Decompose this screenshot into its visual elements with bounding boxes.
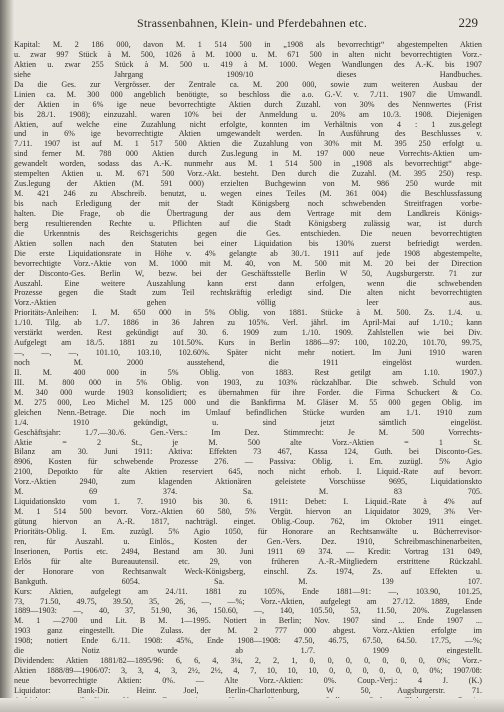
text-line: M. 1 514 500 bevorr. Vorz.-Aktien 60 580, 5% Vergüt. hiervon an Liquidator 3029, 3% Ver- bbox=[14, 507, 482, 517]
text-line: der Honorare von Rechtsanwalt Weck-Königsberg, einschl. Zs. 1974, Zs. auf Effekten u. bbox=[14, 566, 482, 576]
text-line: Geschäftsjahr: 1./7.—30./6. Gen.-Vers.: Im Dez. Stimmrecht: Je M. 500 Vorrechts- bbox=[14, 427, 482, 437]
text-line: Kurs: Aktien, aufgelegt am 24./11. 1881 zu 105%, Ende 1881—91: —, 103.90, 101.25, bbox=[14, 586, 482, 596]
text-line: 7./11. 1907 ist auf M. 1 517 500 Aktien die Zuzahlung von 30% mit M. 395 250 erfolgt u. bbox=[14, 139, 482, 149]
text-line: II. M. 400 000 in 5% Oblig. von 1883. Rest getilgt am 1.10. 1907.) bbox=[14, 367, 482, 377]
text-line: Inserionen, Portis etc. 2494, Bestand am 30. Juni 1911 69 374. — Kredit: Vortrag 131 049, bbox=[14, 546, 482, 556]
text-line: Auszahl. Eine weitere Auszahlung kann erst dann erfolgen, wenn die schwebenden bbox=[14, 278, 482, 288]
text-line: M. 421 246 zu Abschreib. benutzt, u. wegen eines Teiles (M. 361 004) die Beschlussfassung bbox=[14, 189, 482, 199]
text-line: Erlös für alte Bureauutensil. etc. 29, von früheren A.-R.-Mitgliedern erstrittene Rückzahl. bbox=[14, 556, 482, 566]
text-line: 1903 ganz eingestellt. Die Zulass. der M. 2 777 000 abgest. Vorz.-Aktien erfolgte im bbox=[14, 626, 482, 636]
text-line: Prioritäts-Oblig. I. Em. zuzügl. 5% Agio 1050, für Honorare an Rechtsanwälte u. Bücherrevisor- bbox=[14, 526, 482, 536]
page-bottom-edge bbox=[0, 698, 504, 712]
text-line: halten. Die Frage, ob die Übertragung der aus dem Vertrage mit dem Landkreis Königs- bbox=[14, 208, 482, 218]
text-line: Aktien, auf welche eine Zuzahlung nicht erfolgte, konnten im Verhältnis von 4 : 1 zus.gelegt bbox=[14, 119, 482, 129]
text-line: Aktie = 2 St., je M. 500 alte Vorz.-Aktien = 1 St. bbox=[14, 437, 482, 447]
text-line: Die erste Liquidationsrate in Höhe v. 4% gelangte ab 30./1. 1911 auf jede 1908 abgestempelte, bbox=[14, 248, 482, 258]
text-line: u. zwar 997 Stück à M. 500, 1026 à M. 1000 u. M. 671 500 in alten nicht bevorrechtigten Vorz.- bbox=[14, 49, 482, 59]
text-line: Bilanz am 30. Juni 1911: Aktiva: Effekten 73 467, Kassa 124, Guth. bei Disconto-Ges. bbox=[14, 447, 482, 457]
text-line: die Urkenntnis des Reichsgerichts gegen die Ges. entschieden. Die neuen bevorrechtigten bbox=[14, 228, 482, 238]
text-line: 1./10. Tilg. ab 1./7. 1886 in 36 Jahren zu 105%. Verl. jährl. im April-Mai auf 1./10.; kann bbox=[14, 318, 482, 328]
text-line: neue bevorrechtigte Aktien: 0%. — Alte Vorz.-Aktien: 0%. Coup.-Verj.: 4 J. (K.) bbox=[14, 676, 482, 685]
text-line: Vorz.-Aktien 2940, zum klagenden Aktionären geleistete Vorschüsse 9695, Liquidationskto bbox=[14, 477, 482, 487]
text-line: M. 1 —2700 und Lit. B M. 1—1995. Notiert in Berlin; Nov. 1907 sind ... Ende 1907 ... bbox=[14, 616, 482, 626]
text-line: 2100, Depotkto für alte Aktien reserviert 645, noch nicht erhob. I. Liquid.-Rate auf bevorr. bbox=[14, 467, 482, 477]
text-line: bis nach Erledigung der mit der Stadt Königsberg noch schwebenden Streitfragen vorbe- bbox=[14, 199, 482, 208]
text-line: Aktien 1888/89—1906/07: 3, 3, 4, 3, 2½, 2½, 4, 7, 10, 10, 10, 0, 0, 0, 0, 0, 0, 0%; 1907/08: bbox=[14, 666, 482, 676]
text-line: M. 275 000, Leo Michel M. 125 000 und die Bankfirma M. Gläser M. 55 000 gegen Oblig. im bbox=[14, 397, 482, 407]
text-line: berg resultierenden Rechte u. Pflichten auf die Stadt Königsberg zulässig war, ist durch bbox=[14, 218, 482, 228]
text-line: 1./4. 1910 gekündigt, u. sind jetzt sämtlich eingelöst. bbox=[14, 417, 482, 427]
text-line: noch M. 2000 ausstehend, die 1911 eingelöst wurden. bbox=[14, 358, 482, 367]
text-line: Aktien u. zwar 255 Stück à M. 500 u. 419 à M. 1000. Wegen Wandlungen des A.-K. bis 1907 bbox=[14, 59, 482, 69]
text-line: Prioritäts-Anleihen: I. M. 650 000 in 5% Oblig. von 1881. Stücke à M. 500. Zs. 1./4. u. bbox=[14, 308, 482, 318]
body-text bbox=[14, 40, 482, 712]
text-line: der Aktien in 6% ige neue bevorrechtigte Aktien durch Zuzahl. von 30% des Nennwertes (Frist bbox=[14, 99, 482, 109]
page-number: 229 bbox=[458, 15, 478, 30]
text-line: siehe Jahrgang 1909/10 dieses Handbuches. bbox=[14, 69, 482, 79]
text-line: 1889—1903: —, 40, 37, 51.90, 36, 150.60, —, 140, 105.50, 53, 11.50, 20%. Zugelassen bbox=[14, 606, 482, 616]
text-line: 8906, Kosten für schwebende Prozesse 276. — Passiva: Oblig. i. Em. zuzügl. 5% Agio bbox=[14, 457, 482, 467]
text-line: und in 6% ige bevorrechtigte Aktien umgewandelt werden. In Ausführung des Beschlusses v. bbox=[14, 129, 482, 139]
text-line: ren, für Auszahl. u. Einlös., Kosten der Gen.-Vers. Dez. 1910, Schreibmaschinenarbeiten, bbox=[14, 536, 482, 546]
text-line: 1908; notiert Ende 6./11. 1908: 45%, Ende 1908—1908: 47.50, 46.75, 67.50, 64.50. 17.75, —%; bbox=[14, 636, 482, 646]
text-line: gleichen Nenn.-Betrage. Die noch im Umlauf befindlichen Stücke wurden am 1./1. 1910 zum bbox=[14, 407, 482, 417]
text-line: Vorz.-Aktien gehen völlig leer aus. bbox=[14, 298, 482, 308]
binding-shadow bbox=[0, 0, 14, 712]
text-line: Linien ca. M. 300 000 angeblich benötigte, so beschloss die a.o. G.-V. v. 7./11. 1907 die Umwandl. bbox=[14, 89, 482, 99]
text-line: sind ferner M. 788 000 Aktien durch Zus.legung in M. 197 000 neue Vorrechts-Aktien um- bbox=[14, 149, 482, 159]
running-head bbox=[20, 16, 484, 32]
text-line: Kapital: M. 2 186 000, davon M. 1 514 500 in „1908 als bevorrechtigt“ abgestempelten Aktien bbox=[14, 40, 482, 49]
text-line: gütung hiervon an A.-R. 1817, nachträgl. einget. Oblig.-Coup. 762, im Oktober 1911 einget. bbox=[14, 517, 482, 526]
text-line: gewandelt worden, sodass das A.-K. nunmehr aus M. 1 514 500 in „1908 als bevorrechtigt“ abge- bbox=[14, 159, 482, 169]
text-line: Zus.legung der Aktien (M. 591 000) erzielten Buchgewinn von M. 986 250 wurde mit bbox=[14, 179, 482, 189]
text-line: M. 340 000 wurde 1903 konsolidiert; es übernahmen für ihre Forder. die Firma Schuckert & Co. bbox=[14, 387, 482, 397]
text-line: bis 28./1. 1908); einzuzahl. waren 10% bei der Anmeldung u. 20% am 10./3. 1908. Diejenigen bbox=[14, 109, 482, 119]
text-line: 73, 71.50, 49.75, 39.50, 35, 26, —, —%; Vorz.-Aktien, aufgelegt am 27./12. 1889, Ende bbox=[14, 596, 482, 606]
text-line: M. 69 374. Sa. M. 83 705. bbox=[14, 487, 482, 497]
text-line: Dividenden: Aktien 1881/82—1895/96: 6, 6, 4, 3¼, 2, 2, 1, 0, 0, 0, 0, 0, 0, 0, 0%; Vorz.- bbox=[14, 656, 482, 666]
text-line: Bankguth. 6054. Sa. M. 139 107. bbox=[14, 576, 482, 586]
page-header-title: Strassenbahnen, Klein- und Pferdebahnen etc. bbox=[136, 16, 368, 30]
text-line: verstärkt werden. Rest gekündigt auf 30. 6. 1909 zum 1./10. 1909. Zahlstellen wie bei Div. bbox=[14, 328, 482, 338]
text-line: der Disconto-Ges. Berlin W, bezw. bei der Geschäftsstelle Berlin W 50, Augsburgerstr. 71 zur bbox=[14, 268, 482, 278]
text-line: III. M. 800 000 in 5% Oblig. von 1903, zu 103% rückzahlbar. Die schweb. Schuld von bbox=[14, 377, 482, 387]
text-line: Liquidationskto vom 1. 7. 1910 bis 30. 6. 1911: Debet: I. Liquid.-Rate à 4% auf bbox=[14, 497, 482, 507]
text-line: Aktien sollen nach den Statuten bei einer Liquidation bis 130% zuerst befriedigt werden. bbox=[14, 238, 482, 248]
text-line: stempelten Aktien u. M. 671 500 Vorz.-Akt. besteht. Den durch die Zuzahl. (M. 395 250) resp. bbox=[14, 169, 482, 179]
text-line: Aufgelegt am 18./5. 1881 zu 101.50%. Kurs in Berlin 1886—97: 100, 102.20, 101.70, 99.75, bbox=[14, 338, 482, 348]
text-line: die Notiz wurde ab 1./7. 1909 eingestellt. bbox=[14, 646, 482, 656]
text-line: Liquidator: Bank-Dir. Heinr. Joel, Berlin-Charlottenburg, W 50, Augsburgerstr. 71. bbox=[14, 685, 482, 695]
text-line: Prozesse gegen die Stadt zum Teil rechtskräftig erledigt sind. Die alten nicht bevorrechtigten bbox=[14, 288, 482, 298]
text-line: Da die Ges. zur Vergrösser. der Zentrale ca. M. 200 000, sowie zum weiteren Ausbau der bbox=[14, 79, 482, 89]
text-line: —, —, —, 101.10, 103.10, 102.60%. Später nicht mehr notiert. Im Juni 1910 waren bbox=[14, 348, 482, 358]
text-line: bevorrechtigte Vorz.-Aktie von M. 1000 mit M. 40, von M. 500 mit M. 20 bei der Direction bbox=[14, 258, 482, 268]
